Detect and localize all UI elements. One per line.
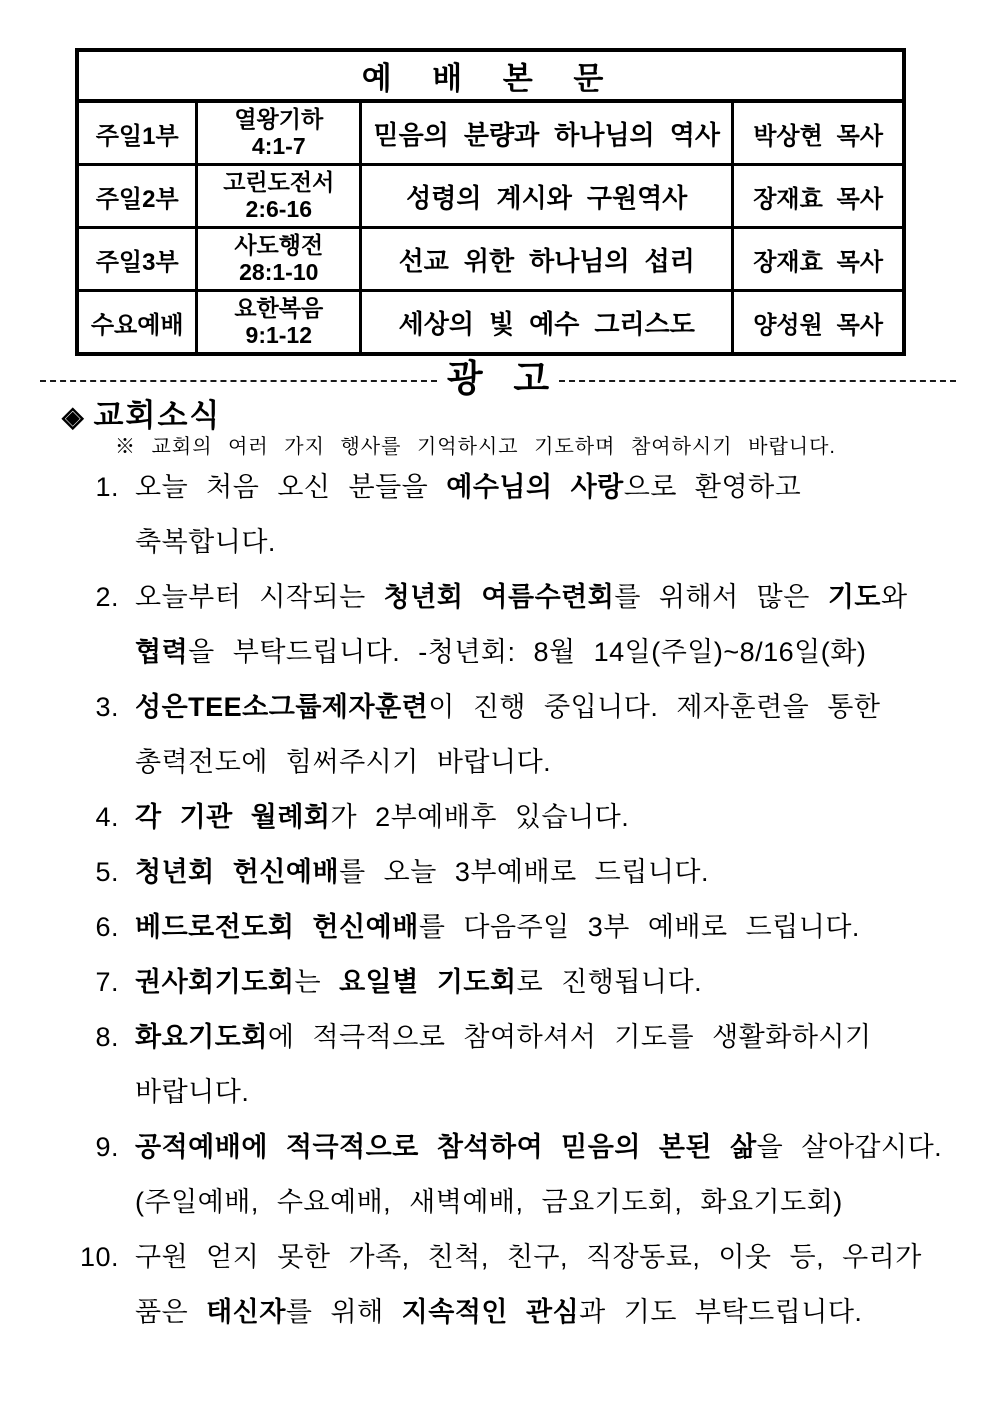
church-news-note: ※ 교회의 여러 가지 행사를 기억하시고 기도하며 참여하시기 바랍니다. [115,436,836,458]
scripture-verse: 9:1-12 [245,322,313,348]
preacher-cell: 장재효 목사 [733,165,904,228]
diamond-icon: ◈ [62,401,86,432]
list-item-line [135,790,962,845]
plain-text: 축복합니다. [135,527,276,557]
list-item [63,1120,962,1230]
plain-text: 구원 얻지 못한 가족, 친척, 친구, 직장동료, 이웃 등, 우리가 [135,1242,922,1272]
list-item [63,845,962,900]
service-cell: 주일2부 [77,165,197,228]
table-title: 예 배 본 문 [77,50,904,101]
list-item-line [135,900,962,955]
table-row [77,228,904,291]
list-item [63,1230,962,1340]
divider-title: 광 고 [446,358,550,399]
list-item-line [135,570,962,625]
plain-text: 에 적극적으로 참여하셔서 기도를 생활화하시기 [267,1022,872,1052]
scripture-book: 요한복음 [234,295,324,321]
list-item-number: 2. [95,582,119,612]
table-title-row [77,50,904,101]
table-row [77,291,904,355]
list-item-line [135,460,962,515]
list-item-number: 9. [95,1132,119,1162]
plain-text: 총력전도에 힘써주시기 바랍니다. [135,747,552,777]
emphasized-text: 권사회기도회 [135,967,295,997]
worship-scripture-table [75,48,906,356]
emphasized-text: 베드로전도회 헌신예배 [135,912,419,942]
emphasized-text: 성은TEE소그룹제자훈련 [135,692,429,722]
preacher-cell: 장재효 목사 [733,228,904,291]
emphasized-text: 예수님의 사랑 [446,472,624,502]
plain-text: 이 진행 중입니다. 제자훈련을 통한 [428,692,881,722]
list-item-line [135,625,962,680]
plain-text: 바랍니다. [135,1077,250,1107]
scripture-cell [197,291,361,355]
emphasized-text: 기도 [827,582,882,612]
emphasized-text: 청년회 헌신예배 [135,857,340,887]
plain-text: 로 진행됩니다. [516,967,703,997]
scripture-verse: 4:1-7 [251,133,306,159]
sermon-title-cell: 선교 위한 하나님의 섭리 [361,228,733,291]
plain-text: 를 오늘 3부예배로 드립니다. [339,857,710,887]
plain-text: 오늘 처음 오신 분들을 [135,472,447,502]
plain-text: (주일예배, 수요예배, 새벽예배, 금요기도회, 화요기도회) [135,1187,843,1217]
plain-text: 품은 [135,1297,207,1327]
plain-text: 가 2부예배후 있습니다. [330,802,630,832]
divider-dash-left [40,380,437,382]
scripture-book: 열왕기하 [234,106,324,132]
announcement-list [63,460,962,1340]
emphasized-text: 협력 [135,637,189,667]
table-row [77,165,904,228]
list-item-line [135,515,962,570]
list-item-line [135,1175,962,1230]
list-item-line [135,680,962,735]
list-item [63,680,962,790]
preacher-cell: 양성원 목사 [733,291,904,355]
scripture-verse: 2:6-16 [245,196,313,222]
list-item-number: 10. [79,1242,119,1272]
list-item-line [135,1010,962,1065]
sermon-title-cell: 믿음의 분량과 하나님의 역사 [361,101,733,165]
emphasized-text: 청년회 여름수련회 [383,582,615,612]
church-news-heading [62,390,221,435]
list-item [63,900,962,955]
list-item [63,790,962,845]
plain-text: 와 [881,582,908,612]
list-item-number: 4. [95,802,119,832]
list-item [63,1010,962,1120]
plain-text: 오늘부터 시작되는 [135,582,384,612]
plain-text: 를 다음주일 3부 예배로 드립니다. [418,912,860,942]
scripture-verse: 28:1-10 [239,259,319,285]
list-item-number: 7. [95,967,119,997]
list-item-line [135,845,962,900]
list-item-line [135,1065,962,1120]
preacher-cell: 박상현 목사 [733,101,904,165]
list-item-number: 5. [95,857,119,887]
list-item-line [135,1120,962,1175]
plain-text: 을 부탁드립니다. -청년회: 8월 14일(주일)~8/16일(화) [188,637,867,667]
list-item-line [135,955,962,1010]
scripture-book: 고린도전서 [223,169,335,195]
scripture-book: 사도행전 [234,232,324,258]
scripture-cell [197,101,361,165]
list-item-line [135,735,962,790]
list-item [63,570,962,680]
emphasized-text: 공적예배에 적극적으로 참석하여 믿음의 본된 삶 [135,1132,757,1162]
sermon-title-cell: 세상의 빛 예수 그리스도 [361,291,733,355]
service-cell: 주일1부 [77,101,197,165]
plain-text: 를 위해 [285,1297,402,1327]
table-row [77,101,904,165]
list-item [63,460,962,570]
list-item-line [135,1230,962,1285]
emphasized-text: 태신자 [206,1297,286,1327]
emphasized-text: 화요기도회 [135,1022,268,1052]
sermon-title-cell: 성령의 계시와 구원역사 [361,165,733,228]
emphasized-text: 요일별 기도회 [339,967,517,997]
worship-table-body [77,101,904,354]
list-item-number: 8. [95,1022,119,1052]
list-item-line [135,1285,962,1340]
list-item-number: 6. [95,912,119,942]
scripture-cell [197,165,361,228]
plain-text: 과 기도 부탁드립니다. [579,1297,863,1327]
scripture-cell [197,228,361,291]
list-item-number: 3. [95,692,119,722]
emphasized-text: 지속적인 관심 [401,1297,580,1327]
emphasized-text: 각 기관 월례회 [135,802,331,832]
plain-text: 를 위해서 많은 [614,582,828,612]
plain-text: 는 [294,967,340,997]
plain-text: 을 살아갑시다. [756,1132,943,1162]
church-news-heading-label: 교회소식 [93,398,222,433]
service-cell: 수요예배 [77,291,197,355]
list-item-number: 1. [95,472,119,502]
divider-dash-right [559,380,956,382]
plain-text: 으로 환영하고 [623,472,802,502]
list-item [63,955,962,1010]
service-cell: 주일3부 [77,228,197,291]
